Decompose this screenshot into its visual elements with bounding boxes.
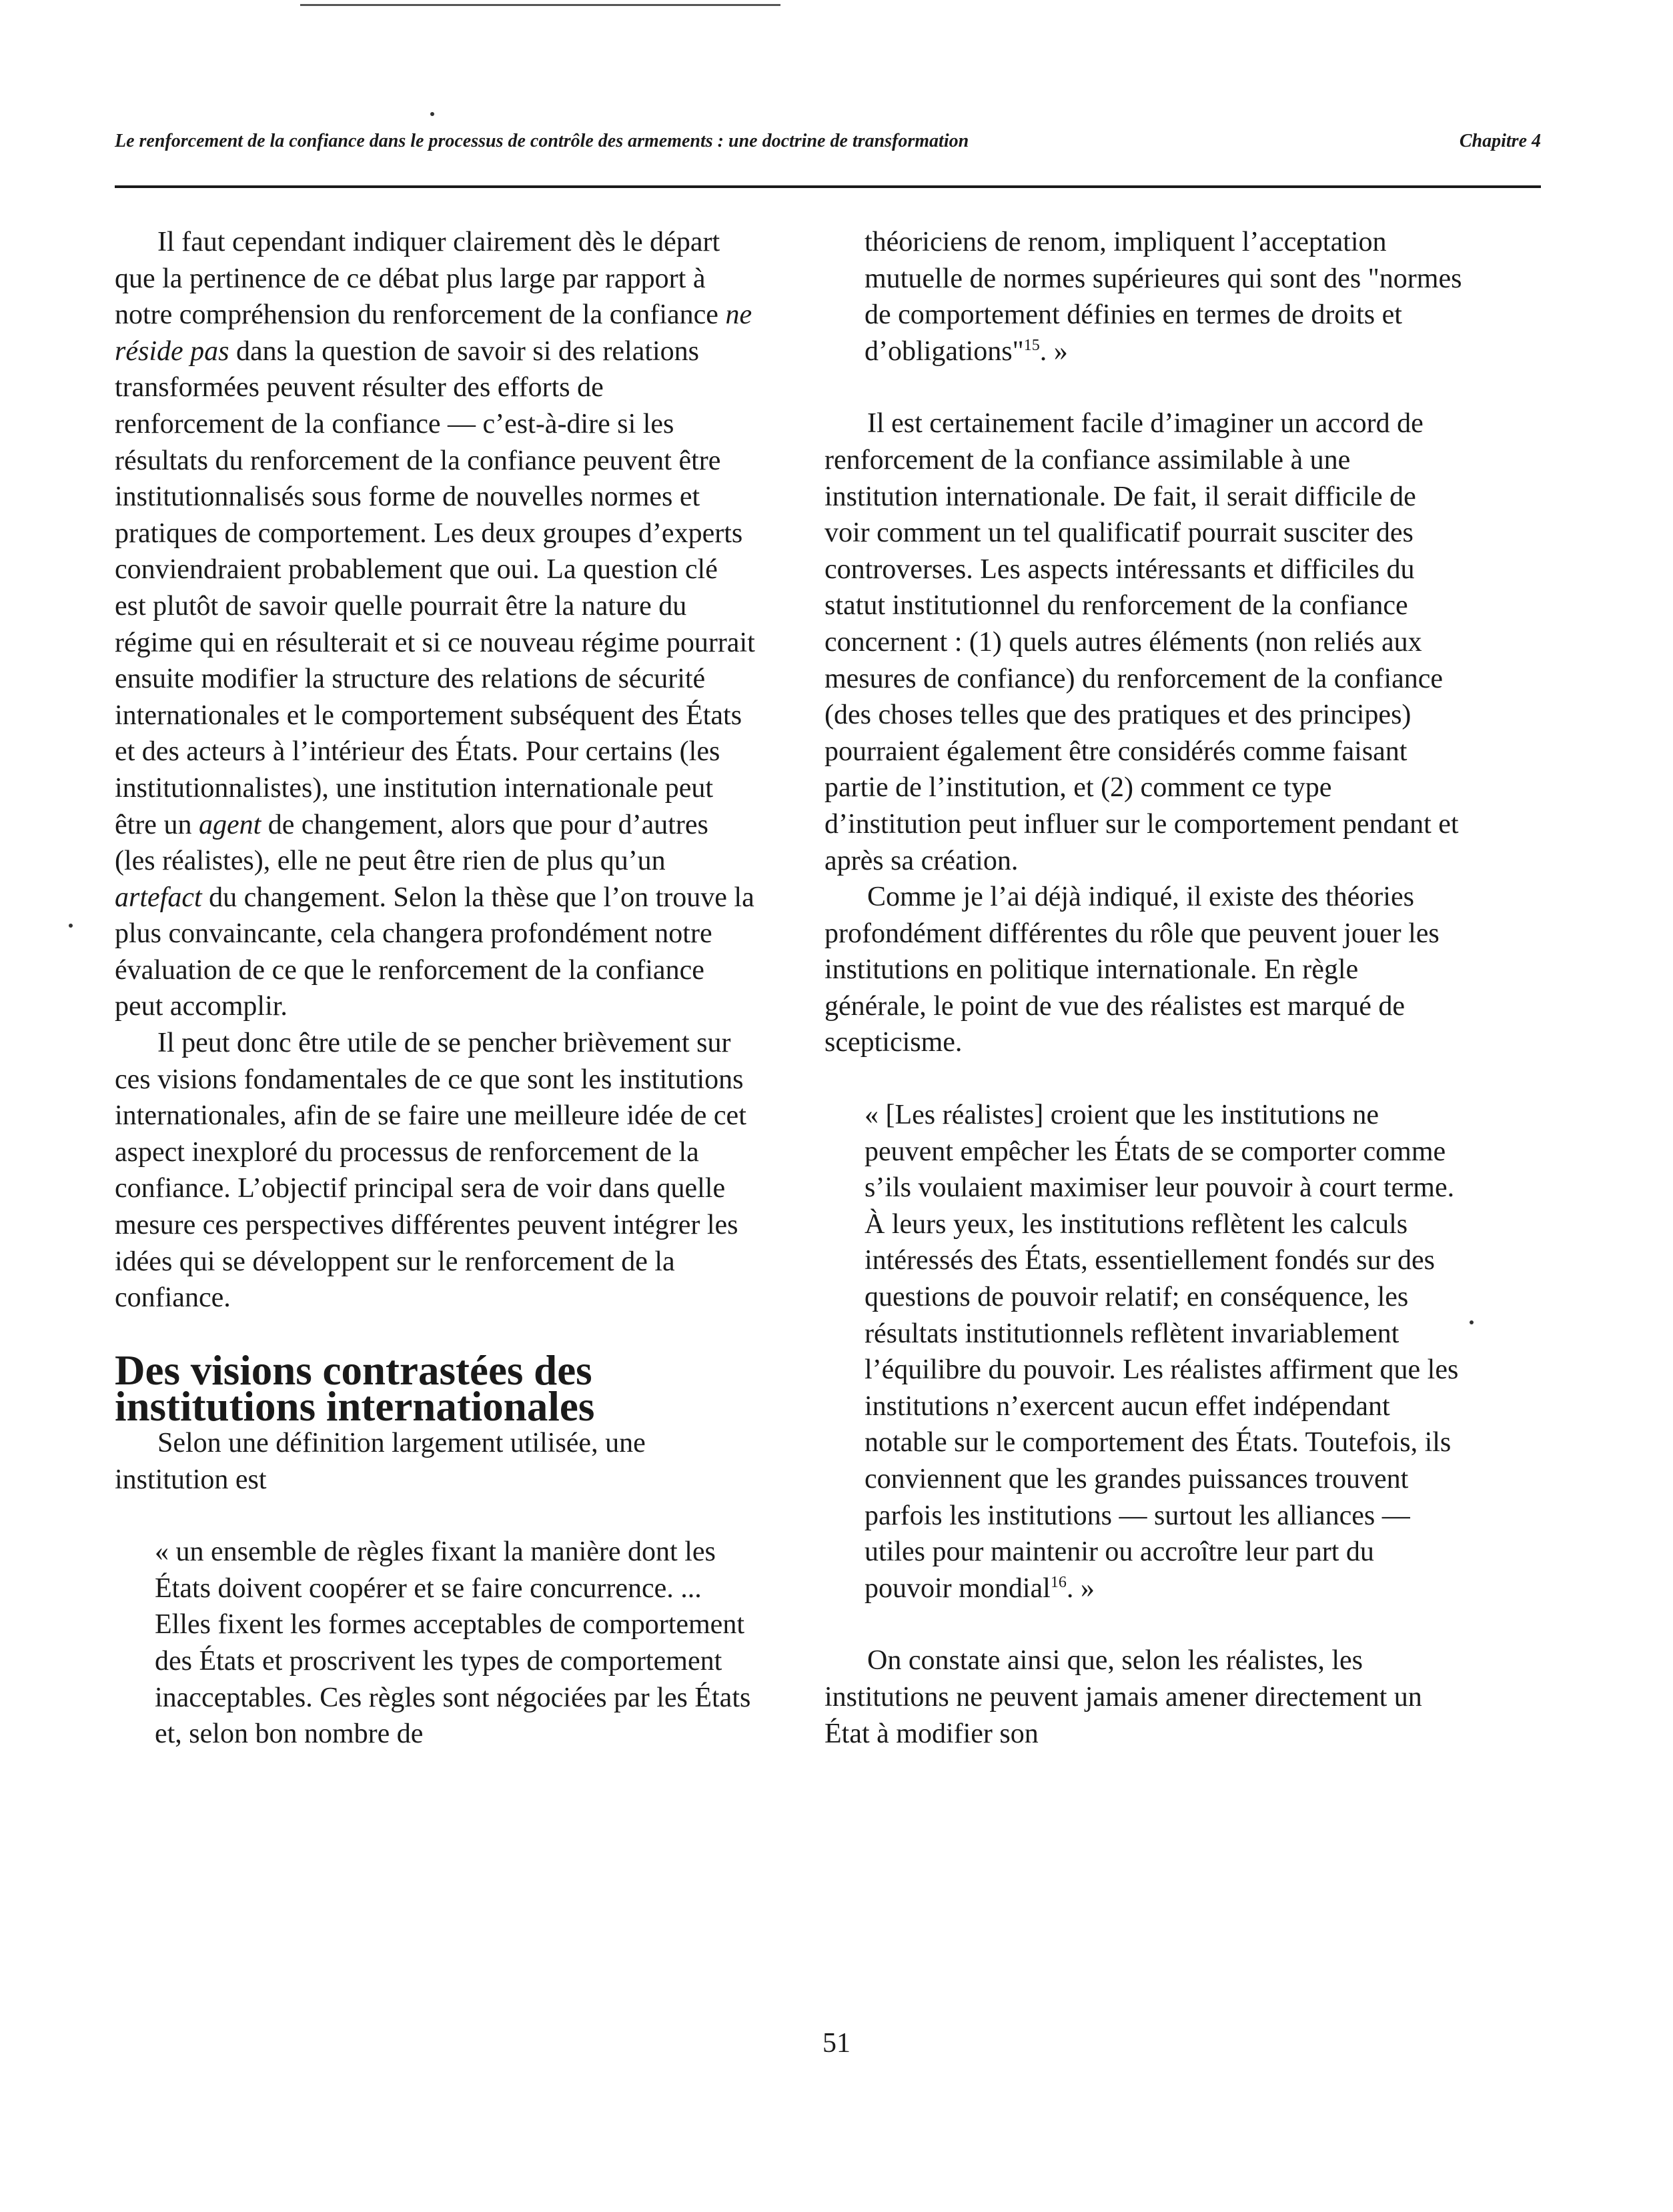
paragraph-realist-conclusion: On constate ainsi que, selon les réalistes, les institutions ne peuvent jamais amener directement un État à modifier son	[824, 1645, 1422, 1749]
block-quote-realists: « [Les réalistes] croient que les institutions ne peuvent empêcher les États de se comporter comme s’ils voulaient maximiser leur pouvoir à court terme. À leurs yeux, les institutions reflètent les calculs intéressés des États, essentiellement fondés sur des questions de pouvoir relatif; en conséquence, les résultats institutionnels reflètent invariablement l’équilibre du pouvoir. Les réalistes affirment que les institutions n’exercent aucun effet indépendant notable sur le comportement des États. Toutefois, ils conviennent que les grandes puissances trouvent parfois les institutions — surtout les alliances — utiles pour maintenir ou accroître leur part du pouvoir mondial$^{16}$. »	[865, 1100, 1459, 1604]
scan-top-edge-line	[300, 4, 780, 6]
emphasis-ne-reside-pas: ne réside pas	[115, 299, 752, 367]
header-rule	[115, 185, 1541, 188]
scan-speck	[1470, 1320, 1474, 1324]
spacer	[115, 1498, 755, 1534]
spacer	[824, 1606, 1465, 1642]
right-column	[824, 224, 1465, 1752]
running-header-chapter: Chapitre 4	[1459, 131, 1541, 151]
footnote-ref-16: 16	[1050, 1573, 1067, 1591]
page-number: 51	[822, 2028, 851, 2059]
footnote-ref-15: 15	[1023, 336, 1040, 354]
block-quote-continuation: théoriciens de renom, impliquent l’acceptation mutuelle de normes supérieures qui sont des "normes de comportement définies en termes de droits et d’obligations"$^{15}$. »	[865, 227, 1462, 367]
paragraph-institution-status: Il est certainement facile d’imaginer un accord de renforcement de la confiance assimilable à une institution internationale. De fait, il serait difficile de voir comment un tel qualificatif pourrait susciter des controverses. Les aspects intéressants et difficiles du statut institutionnel du renforcement de la confiance concernent : (1) quels autres éléments (non reliés aux mesures de confiance) du renforcement de la confiance (des choses telles que des pratiques et des principes) pourraient également être considérés comme faisant partie de l’institution, et (2) comment ce type d’institution peut influer sur le comportement pendant et après sa création.	[824, 408, 1459, 876]
paragraph-definition-intro: Selon une définition largement utilisée, une institution est	[115, 1428, 646, 1495]
spacer	[824, 1061, 1465, 1097]
running-header-title: Le renforcement de la confiance dans le processus de contrôle des armements : une doctrine de transformation	[115, 131, 969, 151]
scan-speck	[430, 112, 434, 116]
spacer	[824, 369, 1465, 405]
paragraph-relevance: Il faut cependant indiquer clairement dès le départ que la pertinence de ce débat plus large par rapport à notre compréhension du renforcement de la confiance ne réside pas dans la question de savoir si des relations transformées peuvent résulter des efforts de renforcement de la confiance — c’est-à-dire si les résultats du renforcement de la confiance peuvent être institutionnalisés sous forme de nouvelles normes et pratiques de comportement. Les deux groupes d’experts conviendraient probablement que oui. La question clé est plutôt de savoir quelle pourrait être la nature du régime qui en résulterait et si ce nouveau régime pourrait ensuite modifier la structure des relations de sécurité internationales et le comportement subséquent des États et des acteurs à l’intérieur des États. Pour certains (les institutionnalistes), une institution internationale peut être un agent de changement, alors que pour d’autres (les réalistes), elle ne peut être rien de plus qu’un artefact du changement. Selon la thèse que l’on trouve la plus convaincante, cela changera profondément notre évaluation de ce que le renforcement de la confiance peut accomplir.	[115, 227, 755, 1022]
block-quote-institution-definition: « un ensemble de règles fixant la manière dont les États doivent coopérer et se faire concurrence. ... Elles fixent les formes acceptables de comportement des États et proscrivent les types de comportement inacceptables. Ces règles sont négociées par les États et, selon bon nombre de	[155, 1536, 751, 1750]
paragraph-realist-skepticism: Comme je l’ai déjà indiqué, il existe des théories profondément différentes du rôle que peuvent jouer les institutions en politique internationale. En règle générale, le point de vue des réalistes est marqué de scepticisme.	[824, 882, 1440, 1058]
paragraph-fundamental-visions: Il peut donc être utile de se pencher brièvement sur ces visions fondamentales de ce que sont les institutions internationales, afin de se faire une meilleure idée de cet aspect inexploré du processus de renforcement de la confiance. L’objectif principal sera de voir dans quelle mesure ces perspectives différentes peuvent intégrer les idées qui se développent sur le renforcement de la confiance.	[115, 1028, 746, 1314]
scan-speck	[69, 924, 73, 928]
left-column	[115, 224, 755, 1753]
section-heading: Des visions contrastées des institutions internationales	[115, 1346, 595, 1430]
running-header	[115, 131, 1541, 164]
emphasis-artefact: artefact	[115, 882, 202, 913]
emphasis-agent: agent	[198, 809, 261, 840]
